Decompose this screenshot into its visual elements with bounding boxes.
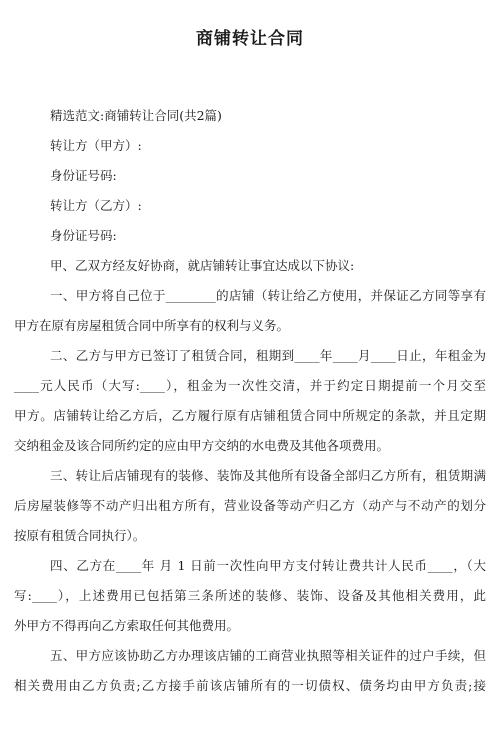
document-line: 甲方。店铺转让给乙方后，乙方履行原有店铺租赁合同中所规定的条款，并且定期 bbox=[14, 408, 486, 423]
document-line: 身份证号码: bbox=[50, 228, 117, 243]
document-line: 三、转让后店铺现有的装修、装饰及其他所有设备全部归乙方所有，租赁期满 bbox=[50, 468, 486, 483]
document-line: 按原有租赁合同执行）。 bbox=[14, 528, 146, 543]
document-line: 相关费用由乙方负责;乙方接手前该店铺所有的一切债权、债务均由甲方负责;接 bbox=[14, 678, 486, 693]
document-line: 身份证号码: bbox=[50, 168, 117, 183]
document-line: 四、乙方在____年 月 1 日前一次性向甲方支付转让费共计人民币____，（大 bbox=[50, 558, 486, 573]
document-line: 写:____），上述费用已包括第三条所述的装修、装饰、设备及其他相关费用，此 bbox=[14, 588, 486, 603]
document-line: ____元人民币（大写:____），租金为一次性交清，并于约定日期提前一个月交至 bbox=[14, 378, 486, 393]
document-line: 五、甲方应该协助乙方办理该店铺的工商营业执照等相关证件的过户手续，但 bbox=[50, 648, 486, 663]
document-line: 二、乙方与甲方已签订了租赁合同，租期到____年____月____日止，年租金为 bbox=[50, 348, 486, 363]
document-line: 转让方（乙方）: bbox=[50, 198, 142, 213]
document-line: 后房屋装修等不动产归出租方所有，营业设备等动产归乙方（动产与不动产的划分 bbox=[14, 498, 486, 513]
document-line: 甲方在原有房屋租赁合同中所享有的权利与义务。 bbox=[14, 318, 290, 333]
document-title: 商铺转让合同 bbox=[196, 29, 304, 49]
document-line: 外甲方不得再向乙方索取任何其他费用。 bbox=[14, 618, 240, 633]
document-line: 交纳租金及该合同所约定的应由甲方交纳的水电费及其他各项费用。 bbox=[14, 438, 390, 453]
document-line: 甲、乙双方经友好协商，就店铺转让事宜达成以下协议: bbox=[50, 258, 355, 273]
document-line: 转让方（甲方）: bbox=[50, 138, 142, 153]
document-line: 精选范文:商铺转让合同(共2篇) bbox=[50, 108, 222, 123]
document-line: 一、甲方将自己位于________的店铺（转让给乙方使用，并保证乙方同等享有 bbox=[50, 288, 486, 303]
